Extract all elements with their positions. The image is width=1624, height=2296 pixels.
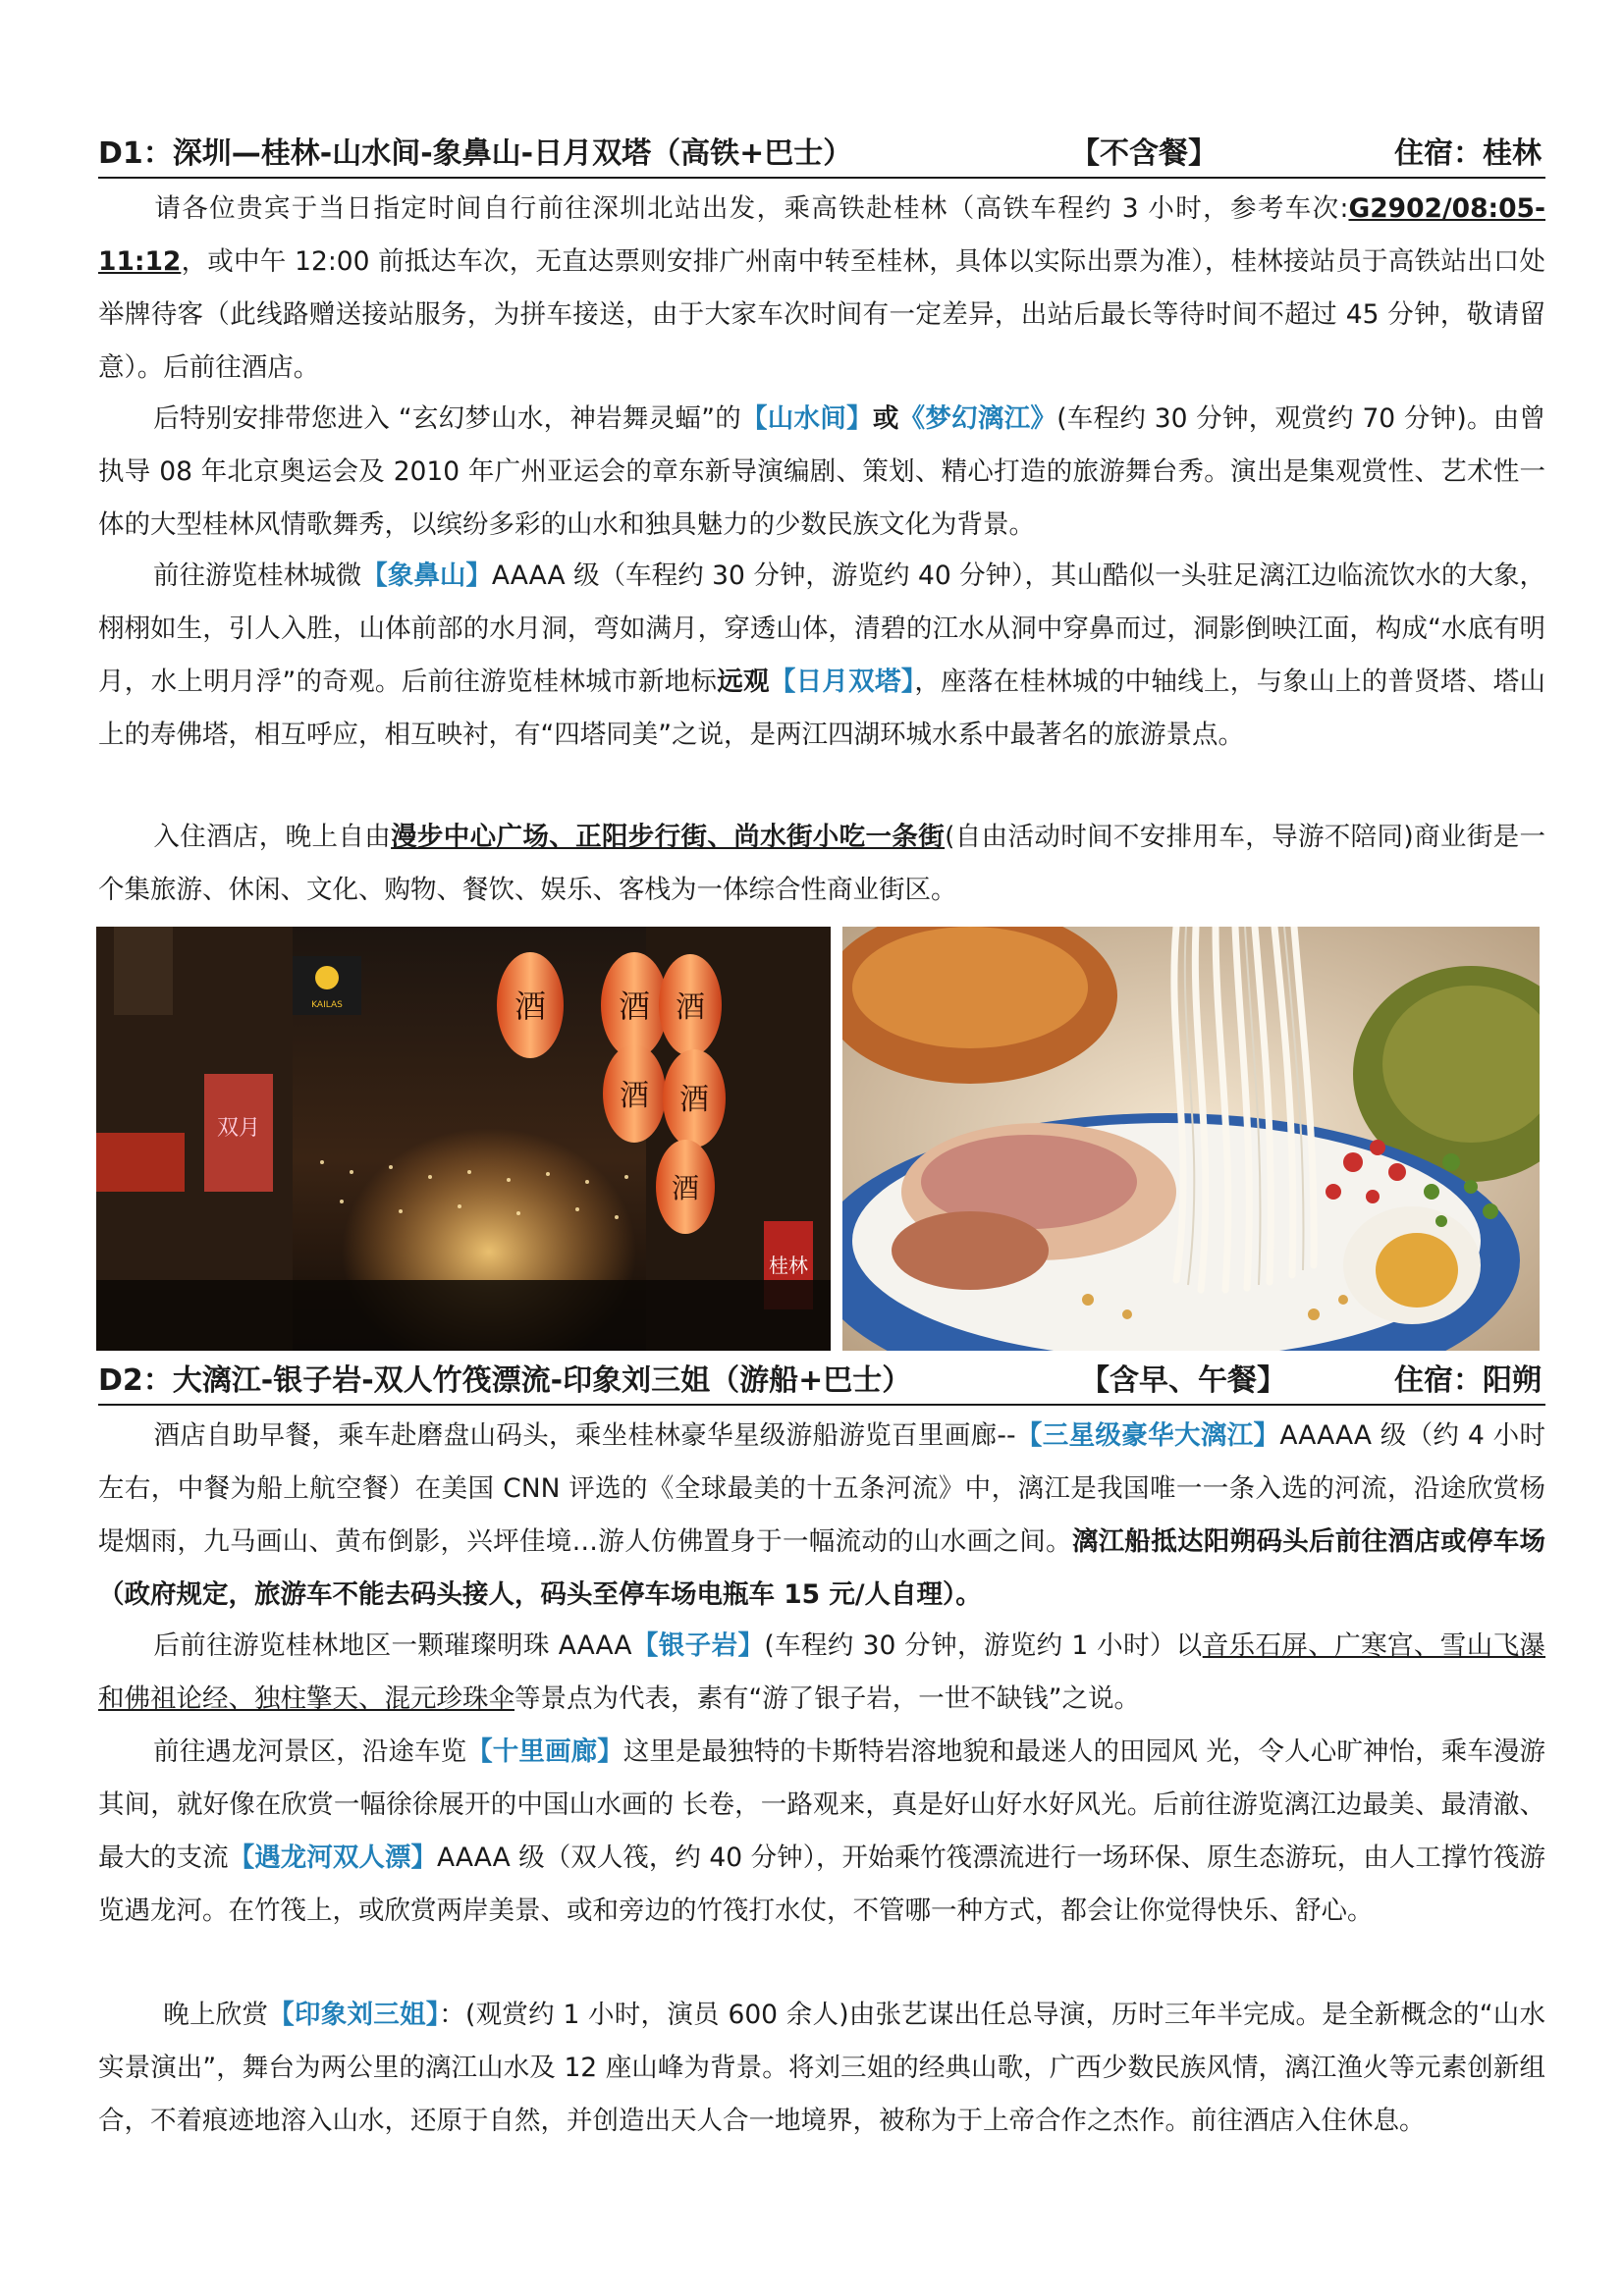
underlined-text: 音乐石屏、广寒宫、雪山飞瀑和佛祖论经、独柱擎天、混元珍珠伞 <box>98 1630 1546 1714</box>
text: 入住酒店，晚上自由 <box>153 822 392 852</box>
text: AAAA 级（双人筏，约 40 分钟），开始乘竹筏漂流进行一场环保、原生态游玩，由人工撑竹筏游览遇龙河。在竹筏上，或欣赏两岸美景、或和旁边的竹筏打水仗，不管哪一种方式，都会让你觉得快乐、舒心。 <box>98 1842 1546 1926</box>
lantern-char: 酒 <box>671 1172 700 1204</box>
text: (车程约 30 分钟，游览约 1 小时）以 <box>764 1630 1203 1661</box>
day1-paragraph-1 <box>98 183 1545 395</box>
text: ，座落在桂林城的中轴线上，与象山上的普贤塔、塔山上的寿佛塔，相互呼应，相互映衬，有“四塔同美”之说，是两江四湖环城水系中最著名的旅游景点。 <box>98 667 1546 750</box>
day2-stay: 住宿：阳朔 <box>1394 1363 1542 1398</box>
text: 请各位贵宾于当日指定时间自行前往深圳北站出发，乘高铁赴桂林（高铁车程约 3 小时，参考车次: <box>153 193 1349 224</box>
bold-text: 漫步中心广场、正阳步行街、尚水街小吃一条街 <box>391 822 946 852</box>
neon-sign: 双月 <box>216 1116 261 1141</box>
spot-name: 【三星级豪华大漓江】 <box>1015 1420 1280 1451</box>
lantern-char: 酒 <box>514 988 547 1025</box>
day2-title: D2：大漓江-银子岩-双人竹筏漂流-印象刘三姐（游船+巴士） <box>98 1363 912 1398</box>
day2-paragraph-4 <box>98 1989 1545 2148</box>
text: ：(观赏约 1 小时，演员 600 余人)由张艺谋出任总导演，历时三年半完成。是全新概念的“山水实景演出”，舞台为两公里的漓江山水及 12 座山峰为背景。将刘三姐的经典山歌，广西少数民族风情，漓江渔火等元素创新组合，不着痕迹地溶入山水，还原于自然，并创造出天人合一地境界，被称为于上帝合作之杰作。前往酒店入住休息。 <box>98 2000 1546 2136</box>
text: ，或中午 12:00 前抵达车次，无直达票则安排广州南中转至桂林，具体以实际出票为准），桂林接站员于高铁站出口处举牌待客（此线路赠送接站服务，为拼车接送，由于大家车次时间有一定差异，出站后最长等待时间不超过 45 分钟，敬请留意）。后前往酒店。 <box>98 246 1545 383</box>
lantern-char: 酒 <box>620 1079 649 1113</box>
day1-stay: 住宿：桂林 <box>1394 136 1542 171</box>
day2-paragraph-1 <box>98 1410 1545 1622</box>
spot-name: 【遇龙河双人漂】 <box>228 1842 438 1873</box>
street-night-photo <box>96 927 831 1351</box>
guilin-sign: 桂林 <box>769 1254 808 1277</box>
train-number: G2902/08:05-11:12 <box>98 193 1545 277</box>
day1-meal: 【不含餐】 <box>1070 136 1218 171</box>
day1-paragraph-2 <box>98 393 1545 552</box>
day1-header <box>98 132 1545 179</box>
spot-name: 【象鼻山】 <box>361 561 492 591</box>
day2-header <box>98 1359 1545 1406</box>
lantern-char: 酒 <box>679 1083 709 1117</box>
spot-name: 【十里画廊】 <box>466 1736 623 1767</box>
text: 这里是最独特的卡斯特岩溶地貌和最迷人的田园风 光，令人心旷神怡，乘车漫游其间，就好像在欣赏一幅徐徐展开的中国山水画的 长卷，一路观来，真是好山好水好风光。后前往游览漓江边最美、最清澈、最大的支流 <box>98 1736 1545 1873</box>
text: 等景点为代表，素有“游了银子岩，一世不缺钱”之说。 <box>514 1683 1140 1714</box>
spot-name: 【日月双塔】 <box>769 667 915 697</box>
text: AAAA 级（车程约 30 分钟，游览约 40 分钟），其山酷似一头驻足漓江边临流饮水的大象，栩栩如生，引人入胜，山体前部的水月洞，弯如满月，穿透山体，清碧的江水从洞中穿鼻而过，洞影倒映江面，构成“水底有明月，水上明月浮”的奇观。后前往游览桂林城市新地标 <box>98 561 1546 697</box>
text: 酒店自助早餐，乘车赴磨盘山码头，乘坐桂林豪华星级游船游览百里画廊-- <box>153 1420 1016 1451</box>
text: 前往遇龙河景区，沿途车览 <box>153 1736 467 1767</box>
text: (车程约 30 分钟，观赏约 70 分钟)。由曾执导 08 年北京奥运会及 2010 年广州亚运会的章东新导演编剧、策划、精心打造的旅游舞台秀。演出是集观赏性、艺术性一体的大型桂林风情歌舞秀，以缤纷多彩的山水和独具魅力的少数民族文化为背景。 <box>98 403 1546 540</box>
text: 后特别安排带您进入 “玄幻梦山水，神岩舞灵蝠”的 <box>153 403 741 434</box>
text: 后前往游览桂林地区一颗璀璨明珠 AAAA <box>153 1630 632 1661</box>
day1-paragraph-3 <box>98 550 1545 762</box>
text: 晚上欣赏 <box>163 2000 269 2030</box>
bold-text: 远观 <box>717 667 770 697</box>
text: (自由活动时间不安排用车，导游不陪同)商业街是一个集旅游、休闲、文化、购物、餐饮、娱乐、客栈为一体综合性商业街区。 <box>98 822 1545 905</box>
kailas-sign: KAILAS <box>311 1000 343 1010</box>
street-night-illustration <box>96 927 831 1351</box>
day2-meal: 【含早、午餐】 <box>1080 1363 1286 1398</box>
bold-text: 漓江船抵达阳朔码头后前往酒店或停车场（政府规定，旅游车不能去码头接人，码头至停车场电瓶车 15 元/人自理）。 <box>98 1526 1546 1610</box>
day2-paragraph-2 <box>98 1620 1545 1726</box>
spot-name: 【印象刘三姐】 <box>268 2000 440 2030</box>
lantern-char: 酒 <box>676 990 705 1025</box>
text: 前往游览桂林城微 <box>153 561 362 591</box>
text: AAAAA 级（约 4 小时左右，中餐为船上航空餐）在美国 CNN 评选的《全球最美的十五条河流》中，漓江是我国唯一一条入选的河流，沿途欣赏杨堤烟雨，九马画山、黄布倒影，兴坪佳境…游人仿佛置身于一幅流动的山水画之间。 <box>98 1420 1546 1557</box>
spot-name: 《梦幻漓江》 <box>898 403 1057 434</box>
day2-paragraph-3 <box>98 1726 1545 1938</box>
spot-name: 【山水间】 <box>741 403 873 434</box>
day1-title: D1：深圳—桂林-山水间-象鼻山-日月双塔（高铁+巴士） <box>98 136 853 171</box>
day1-paragraph-4 <box>98 811 1545 917</box>
text: 或 <box>872 403 899 434</box>
spot-name: 【银子岩】 <box>631 1630 765 1661</box>
rice-noodle-photo <box>842 927 1540 1351</box>
rice-noodle-illustration <box>842 927 1540 1351</box>
lantern-char: 酒 <box>618 988 651 1025</box>
